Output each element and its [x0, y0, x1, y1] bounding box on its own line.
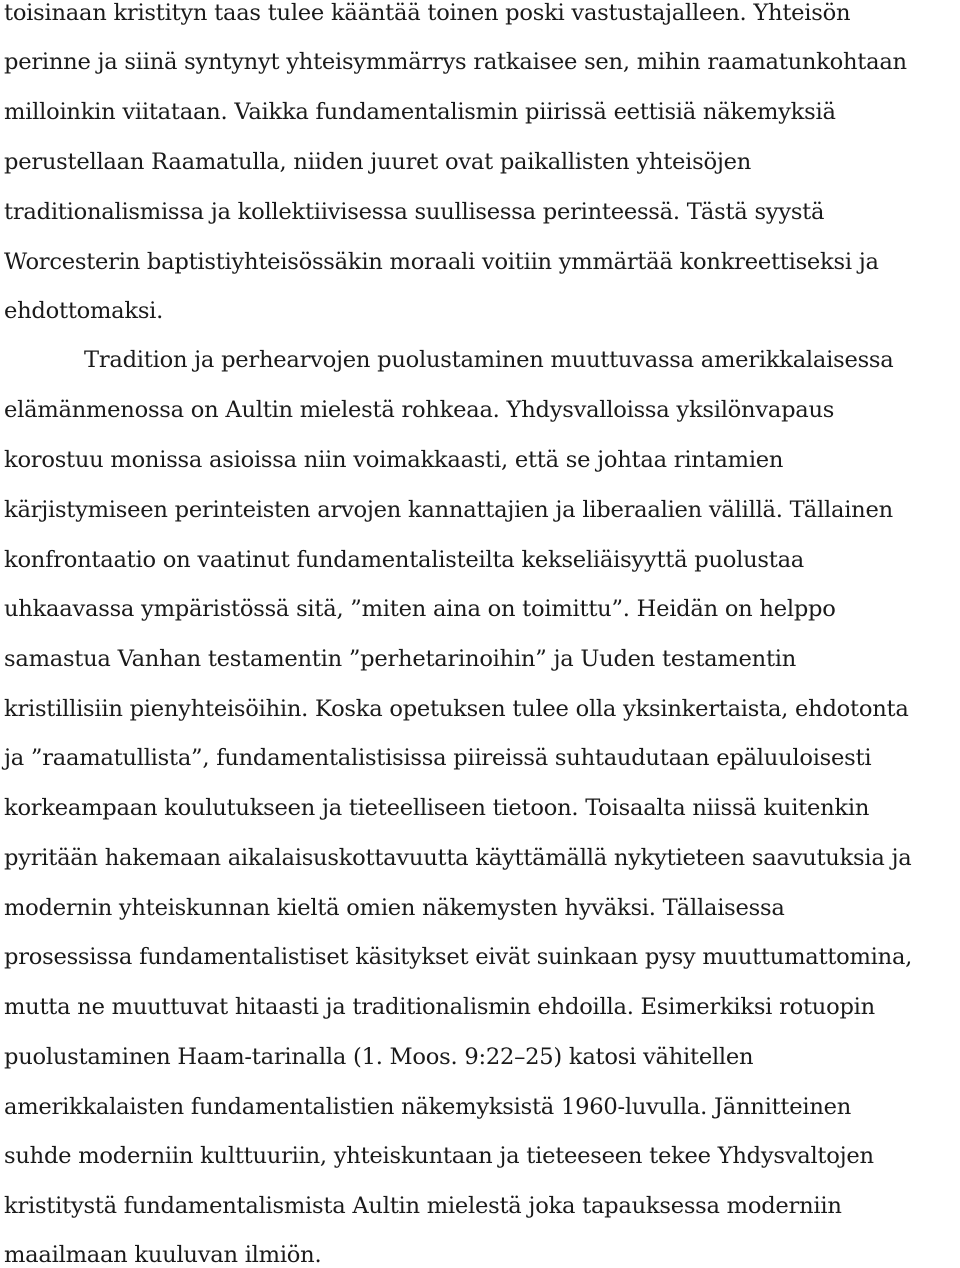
text-line: kristitystä fundamentalismista Aultin mielestä joka tapauksessa moderniin: [4, 1193, 842, 1219]
text-line: kärjistymiseen perinteisten arvojen kannattajien ja liberaalien välillä. Tällainen: [4, 497, 893, 523]
text-line: perustellaan Raamatulla, niiden juuret ovat paikallisten yhteisöjen: [4, 149, 751, 175]
text-line: pyritään hakemaan aikalaisuskottavuutta käyttämällä nykytieteen saavutuksia ja: [4, 845, 912, 871]
text-line: puolustaminen Haam-tarinalla (1. Moos. 9:22–25) katosi vähitellen: [4, 1044, 754, 1070]
text-line: mutta ne muuttuvat hitaasti ja traditionalismin ehdoilla. Esimerkiksi rotuopin: [4, 994, 875, 1020]
text-line: suhde moderniin kulttuuriin, yhteiskuntaan ja tieteeseen tekee Yhdysvaltojen: [4, 1143, 874, 1169]
text-line: samastua Vanhan testamentin ”perhetarinoihin” ja Uuden testamentin: [4, 646, 797, 672]
text-line: toisinaan kristityn taas tulee kääntää toinen poski vastustajalleen. Yhteisön: [4, 0, 851, 26]
text-line: Worcesterin baptistiyhteisössäkin moraali voitiin ymmärtää konkreettiseksi ja: [4, 249, 879, 275]
text-line: maailmaan kuuluvan ilmiön.: [4, 1242, 322, 1268]
text-line: milloinkin viitataan. Vaikka fundamentalismin piirissä eettisiä näkemyksiä: [4, 99, 836, 125]
text-line: amerikkalaisten fundamentalistien näkemyksistä 1960-luvulla. Jännitteinen: [4, 1094, 852, 1120]
text-line: korostuu monissa asioissa niin voimakkaasti, että se johtaa rintamien: [4, 447, 784, 473]
text-line: konfrontaatio on vaatinut fundamentalisteilta kekseliäisyyttä puolustaa: [4, 547, 805, 573]
text-line: Tradition ja perhearvojen puolustaminen muuttuvassa amerikkalaisessa: [84, 347, 894, 373]
text-line: modernin yhteiskunnan kieltä omien näkemysten hyväksi. Tällaisessa: [4, 895, 785, 921]
text-line: uhkaavassa ympäristössä sitä, ”miten aina on toimittu”. Heidän on helppo: [4, 596, 836, 622]
text-line: traditionalismissa ja kollektiivisessa suullisessa perinteessä. Tästä syystä: [4, 199, 825, 225]
text-line: kristillisiin pienyhteisöihin. Koska opetuksen tulee olla yksinkertaista, ehdotonta: [4, 696, 909, 722]
text-line: elämänmenossa on Aultin mielestä rohkeaa. Yhdysvalloissa yksilönvapaus: [4, 397, 835, 423]
text-line: ehdottomaksi.: [4, 298, 164, 324]
text-line: perinne ja siinä syntynyt yhteisymmärrys ratkaisee sen, mihin raamatunkohtaan: [4, 49, 907, 75]
text-line: ja ”raamatullista”, fundamentalistisissa piireissä suhtaudutaan epäluuloisesti: [4, 745, 872, 771]
text-line: korkeampaan koulutukseen ja tieteelliseen tietoon. Toisaalta niissä kuitenkin: [4, 795, 870, 821]
text-line: prosessissa fundamentalistiset käsitykset eivät suinkaan pysy muuttumattomina,: [4, 944, 913, 970]
